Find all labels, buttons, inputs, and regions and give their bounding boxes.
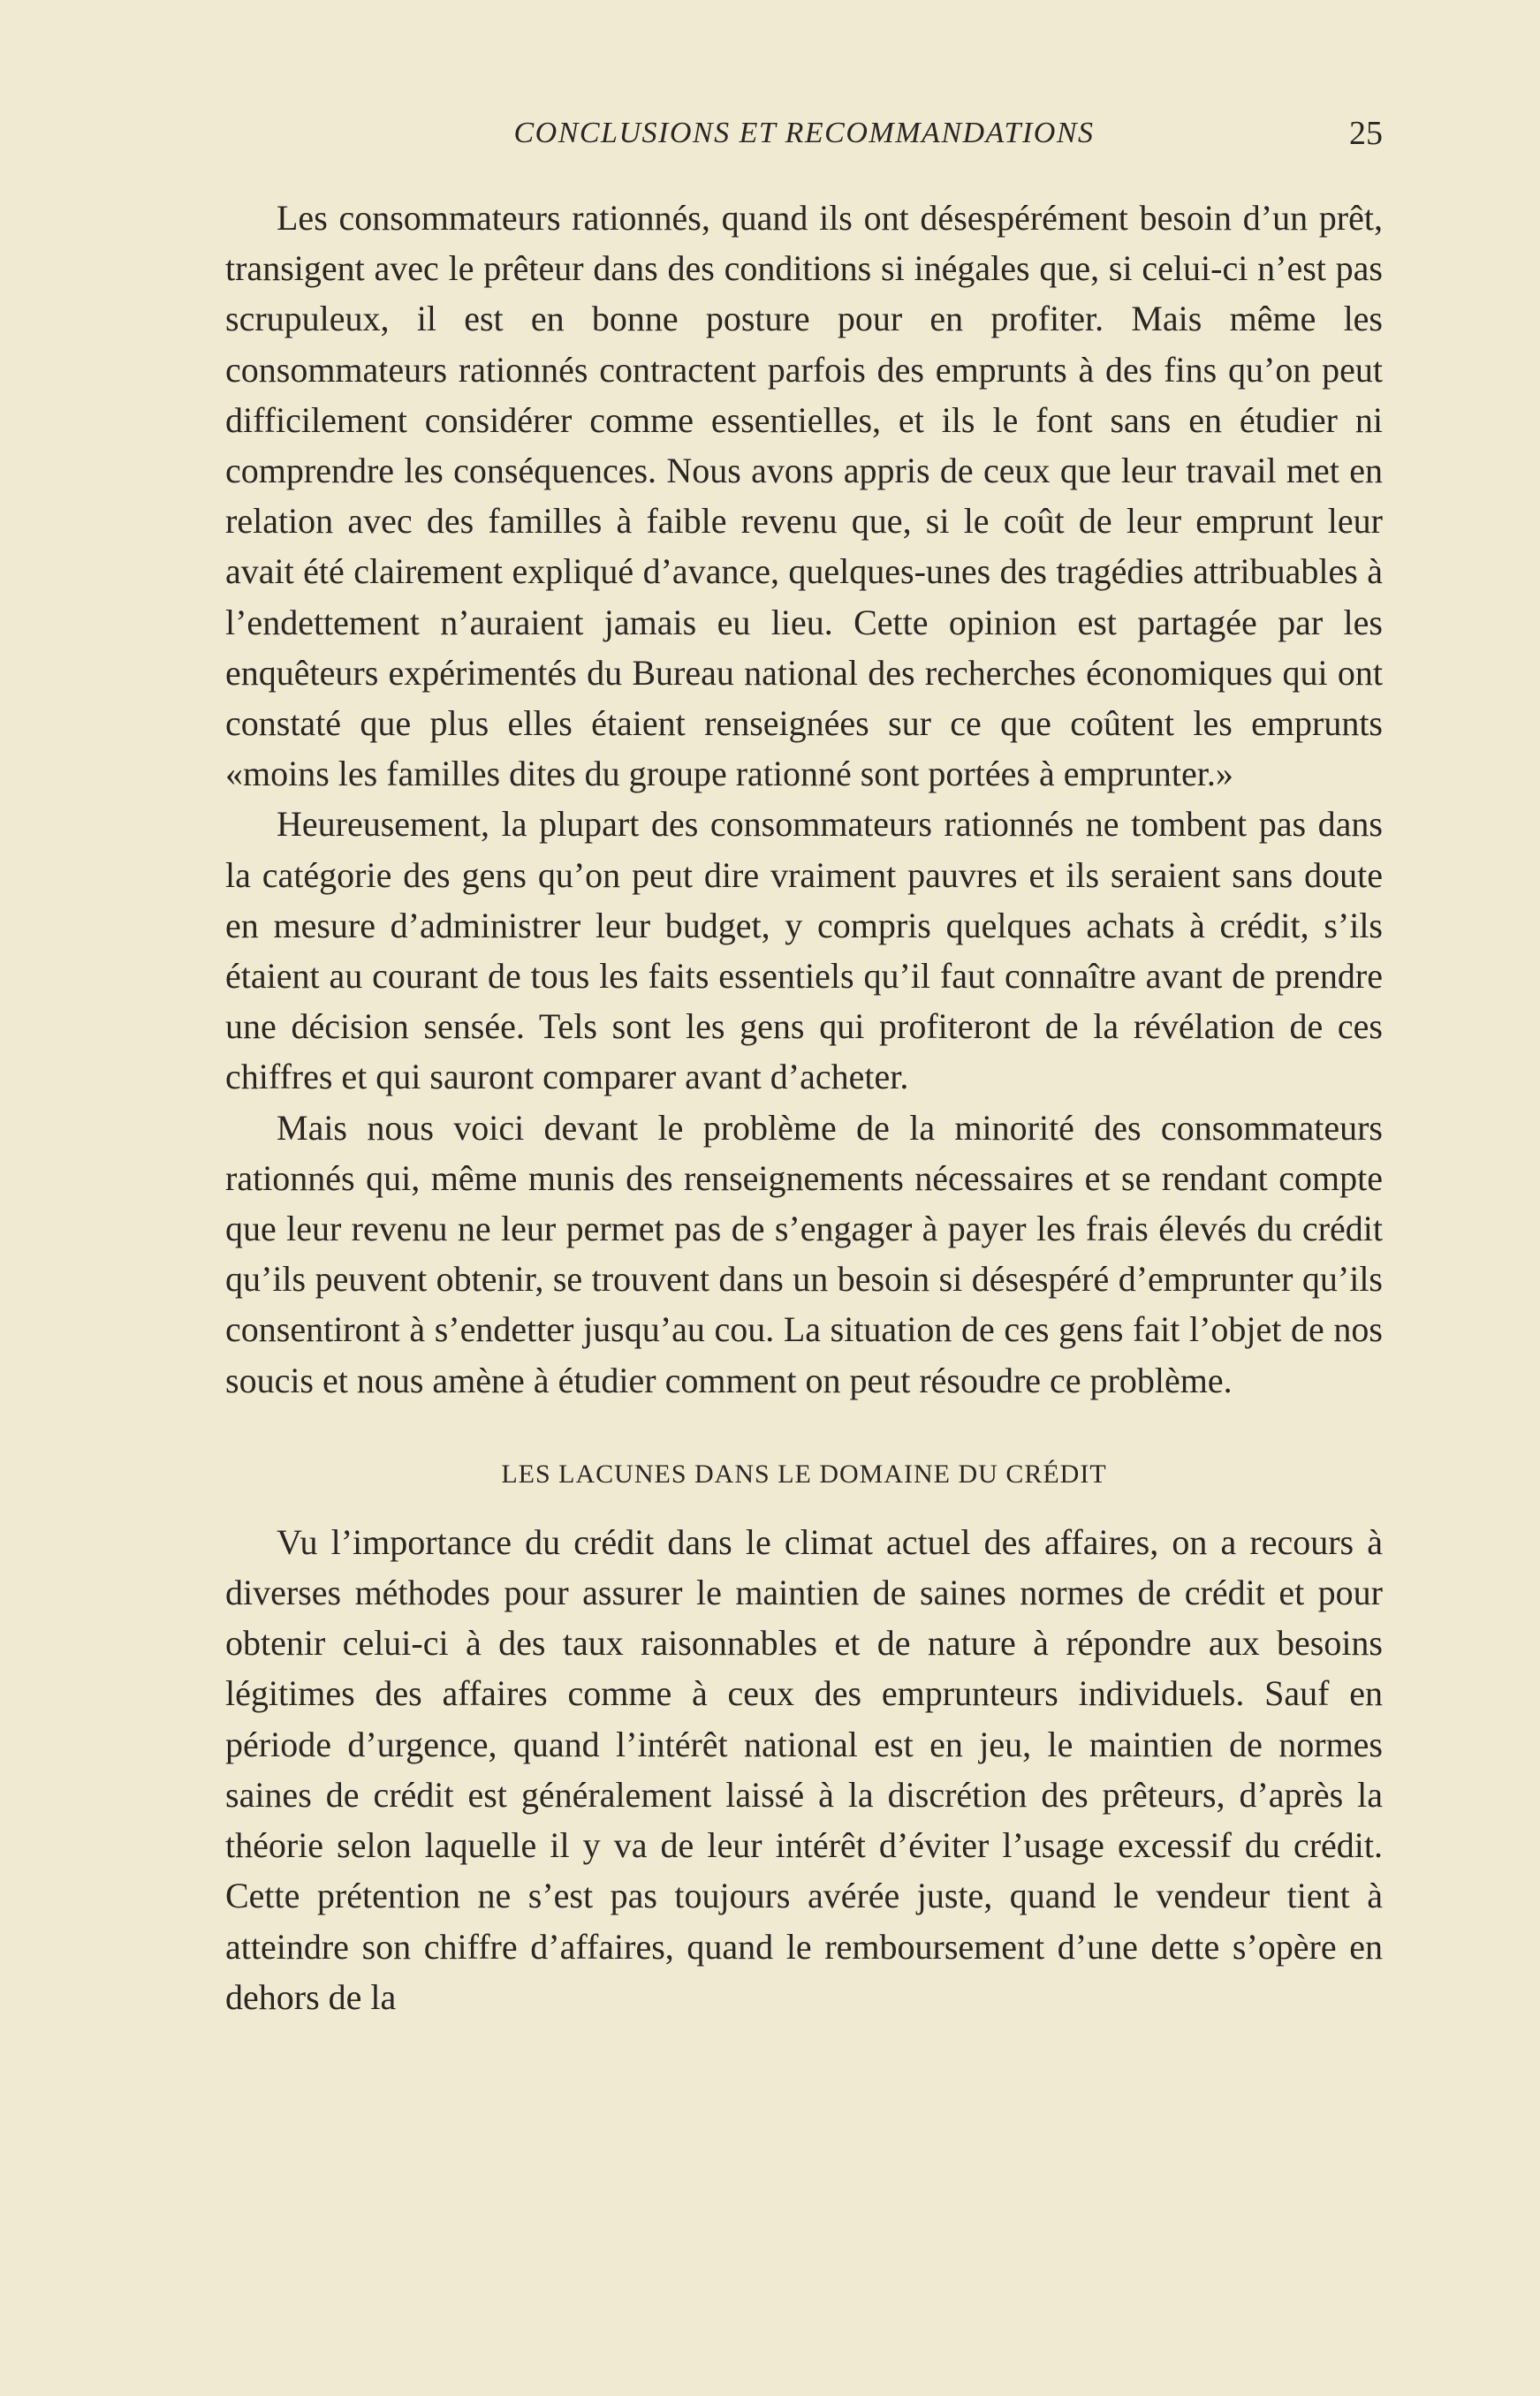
paragraph-rationed-consumers: Les consommateurs rationnés, quand ils ont désespérément besoin d’un prêt, transigent avec le prêteur dans des conditions si inégales que, si celui-ci n’est pas scrupuleux, il est en bonne posture pour en profiter. Mais même les consommateurs rationnés contractent parfois des emprunts à des fins qu’on peut difficilement considérer comme essentielles, et ils le font sans en étudier ni comprendre les conséquences. Nous avons appris de ceux que leur travail met en relation avec des familles à faible revenu que, si le coût de leur emprunt leur avait été clairement expliqué d’avance, quelques-unes des tragédies attribuables à l’endettement n’auraient jamais eu lieu. Cette opinion est partagée par les enquêteurs expérimentés du Bureau national des recherches économiques qui ont constaté que plus elles étaient renseignées sur ce que coûtent les emprunts «moins les familles dites du groupe rationné sont portées à emprunter.» — [225, 198, 1383, 794]
paragraph-credit-gaps: Vu l’importance du crédit dans le climat actuel des affaires, on a recours à diverses méthodes pour assurer le maintien de saines normes de crédit et pour obtenir celui-ci à des taux raisonnables et de nature à répondre aux besoins légitimes des affaires comme à ceux des emprunteurs individuels. Sauf en période d’urgence, quand l’intérêt national est en jeu, le maintien de normes saines de crédit est généralement laissé à la discrétion des prêteurs, d’après la théorie selon laquelle il y va de leur intérêt d’éviter l’usage excessif du crédit. Cette prétention ne s’est pas toujours avérée juste, quand le vendeur tient à atteindre son chiffre d’affaires, quand le remboursement d’une dette s’opère en dehors de la — [225, 1521, 1383, 2017]
paragraph-minority-problem: Mais nous voici devant le problème de la minorité des consommateurs rationnés qui, même munis des renseignements nécessaires et se rendant compte que leur revenu ne leur permet pas de s’engager à payer les frais élevés du crédit qu’ils peuvent obtenir, se trouvent dans un besoin si désespéré d’emprunter qu’ils consentiront à s’endetter jusqu’au cou. La situation de ces gens fait l’objet de nos soucis et nous amène à étudier comment on peut résoudre ce problème. — [225, 1107, 1383, 1400]
section-heading: LES LACUNES DANS LE DOMAINE DU CRÉDIT — [501, 1459, 1107, 1489]
body-text — [225, 193, 1383, 2022]
page-number: 25 — [1349, 115, 1383, 152]
paragraph-fortunately: Heureusement, la plupart des consommateurs rationnés ne tombent pas dans la catégorie des gens qu’on peut dire vraiment pauvres et ils seraient sans doute en mesure d’administrer leur budget, y compris quelques achats à crédit, s’ils étaient au courant de tous les faits essentiels qu’il faut connaître avant de prendre une décision sensée. Tels sont les gens qui profiteront de la révélation de ces chiffres et qui sauront comparer avant d’acheter. — [225, 804, 1383, 1097]
running-head — [225, 111, 1383, 155]
running-title: CONCLUSIONS ET RECOMMANDATIONS — [513, 117, 1095, 149]
